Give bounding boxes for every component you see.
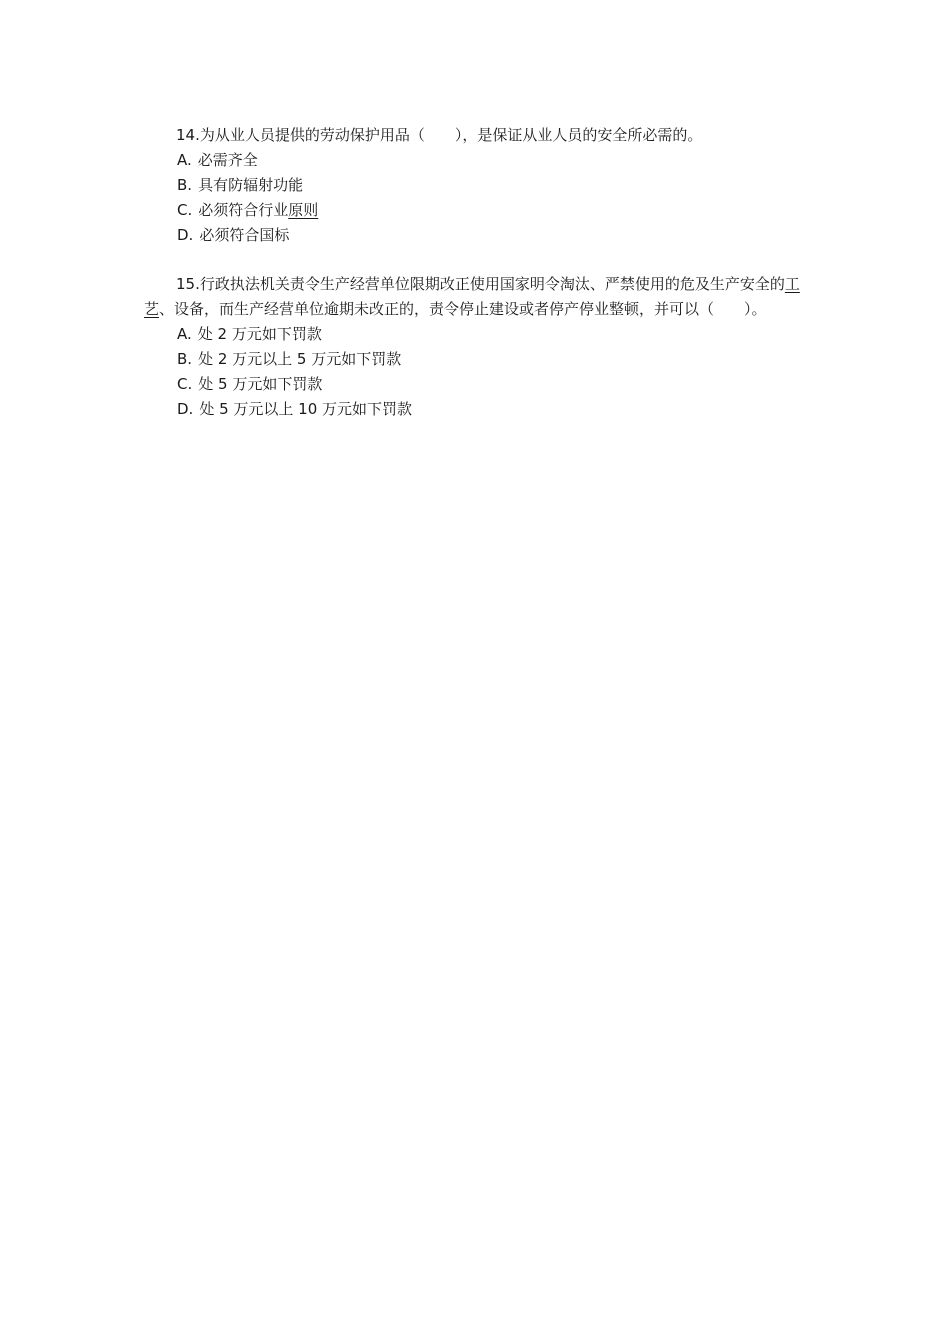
option-letter: A.	[177, 325, 192, 343]
option-letter: D.	[177, 400, 194, 418]
option-b	[177, 173, 804, 198]
question-14-options	[144, 148, 804, 248]
option-letter: C.	[177, 375, 193, 393]
option-text: 必须符合国标	[199, 226, 290, 244]
option-letter: D.	[177, 226, 194, 244]
option-text: 必需齐全	[197, 151, 258, 169]
option-text: 具有防辐射功能	[198, 176, 304, 194]
question-15-options	[144, 322, 804, 422]
option-d	[177, 397, 804, 422]
question-15	[144, 272, 804, 422]
option-text: 处 5 万元以上 10 万元如下罚款	[199, 400, 413, 418]
option-letter: B.	[177, 176, 193, 194]
question-15-stem	[144, 272, 804, 322]
option-c	[177, 198, 804, 223]
option-letter: C.	[177, 201, 193, 219]
option-a	[177, 322, 804, 347]
option-d	[177, 223, 804, 248]
option-text: 处 5 万元如下罚款	[198, 375, 323, 393]
option-text: 处 2 万元如下罚款	[197, 325, 322, 343]
stem-text-underlined: 工艺	[144, 275, 800, 318]
stem-text: 15.行政执法机关责令生产经营单位限期改正使用国家明令淘汰、严禁使用的危及生产安全的	[176, 275, 785, 293]
option-letter: A.	[177, 151, 192, 169]
option-b	[177, 347, 804, 372]
option-text: 处 2 万元以上 5 万元如下罚款	[198, 350, 402, 368]
option-text: 必须符合行业	[198, 201, 289, 219]
question-14	[144, 123, 804, 248]
stem-text: 、设备，而生产经营单位逾期未改正的，责令停止建设或者停产停业整顿，并可以（ ）。	[159, 300, 767, 318]
option-text-underlined: 原则	[288, 201, 319, 219]
option-a	[177, 148, 804, 173]
option-c	[177, 372, 804, 397]
option-letter: B.	[177, 350, 193, 368]
question-14-stem: 14.为从业人员提供的劳动保护用品（ ），是保证从业人员的安全所必需的。	[176, 126, 703, 144]
